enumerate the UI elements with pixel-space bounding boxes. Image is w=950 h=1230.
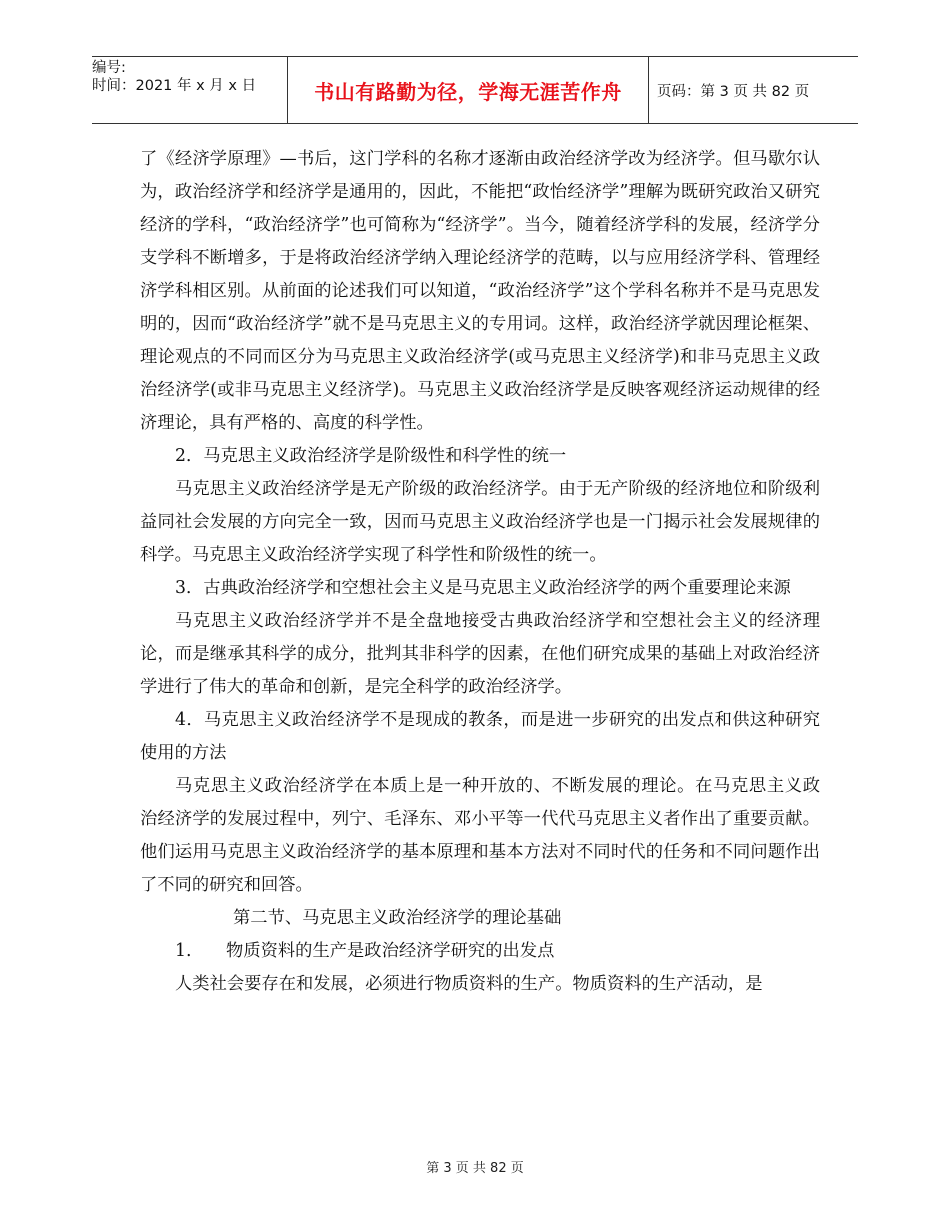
item-heading-2: 2．马克思主义政治经济学是阶级性和科学性的统一: [175, 446, 567, 466]
page-footer: [0, 1157, 950, 1176]
header-page-info: [649, 57, 858, 123]
page-header: [92, 56, 858, 124]
time-label: 时间：2021 年 x 月 x 日: [92, 78, 257, 94]
item-heading-1: 1. 物质资料的生产是政治经济学研究的出发点: [175, 941, 555, 961]
paragraph-production: 人类社会要存在和发展，必须进行物质资料的生产。物质资料的生产活动，是: [175, 974, 763, 994]
footer-page-number: 第 3 页 共 82 页: [426, 1161, 524, 1176]
paragraph-class-science: 马克思主义政治经济学是无产阶级的政治经济学。由于无产阶级的经济地位和阶级利益同社会发展的方向完全一致，因而马克思主义政治经济学也是一门揭示社会发展规律的科学。马克思主义政治经济学实现了科学性和阶级性的统一。: [140, 479, 820, 565]
paragraph-theory-sources: 马克思主义政治经济学并不是全盘地接受古典政治经济学和空想社会主义的经济理论，而是继承其科学的成分，批判其非科学的因素，在他们研究成果的基础上对政治经济学进行了伟大的革命和创新，是完全科学的政治经济学。: [140, 611, 820, 697]
number-label: 编号:: [92, 60, 126, 76]
document-body: [140, 143, 838, 1001]
page-info-text: 页码：第 3 页 共 82 页: [657, 83, 810, 100]
item-heading-3: 3．古典政治经济学和空想社会主义是马克思主义政治经济学的两个重要理论来源: [175, 578, 791, 598]
header-meta: [92, 57, 287, 123]
header-motto: [287, 57, 649, 123]
motto-text: 书山有路勤为径，学海无涯苦作舟: [314, 79, 622, 104]
paragraph-open-theory: 马克思主义政治经济学在本质上是一种开放的、不断发展的理论。在马克思主义政 治经济学的发展过程中，列宁、毛泽东、邓小平等一代代马克思主义者作出了重要贡献。他们运用马克思主义政治经济学的基本原理和基本方法对不同时代的任务和不同问题作出了不同的研究和回答。: [140, 776, 838, 895]
item-heading-4: 4．马克思主义政治经济学不是现成的教条，而是进一步研究的出发点和供这种研究使用的方法: [140, 710, 820, 763]
paragraph-continuation: 了《经济学原理》—书后，这门学科的名称才逐渐由政治经济学改为经济学。但马歇尔认为，政治经济学和经济学是通用的，因此，不能把“政怡经济学”理解为既研究政治又研究经济的学科，“政治经济学”也可简称为“经济学”。当今，随着经济学科的发展，经济学分支学科不断增多，于是将政治经济学纳入理论经济学的范畴，以与应用经济学科、管理经济学科相区别。从前面的论述我们可以知道，“政治经济学”这个学科名称并不是马克思发明的，因而“政治经济学”就不是马克思主义的专用词。这样，政治经济学就因理论框架、理论观点的不同而区分为马克思主义政治经济学(或马克思主义经济学)和非马克思主义政治经济学(或非马克思主义经济学)。马克思主义政治经济学是反映客观经济运动规律的经济理论，具有严格的、高度的科学性。: [140, 149, 820, 433]
section-heading: 第二节、马克思主义政治经济学的理论基础: [233, 908, 562, 928]
